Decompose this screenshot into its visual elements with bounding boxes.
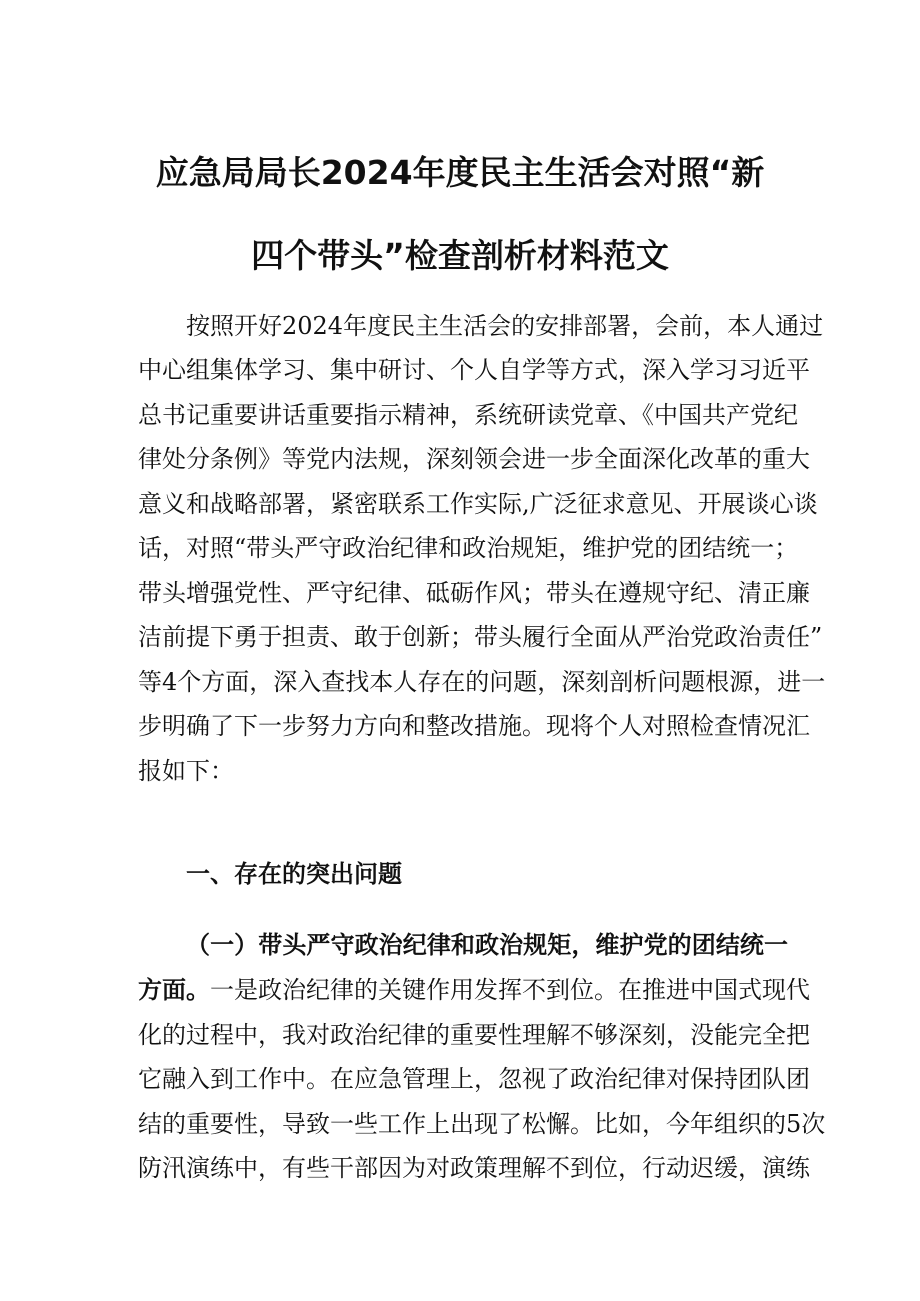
document-title-line-2: 四个带头”检查剖析材料范文 — [251, 236, 669, 275]
intro-line: 中心组集体学习、集中研讨、个人自学等方式，深入学习习近平 — [138, 356, 810, 384]
intro-line: 话，对照“带头严守政治纪律和政治规矩，维护党的团结统一； — [138, 534, 799, 562]
subsection-heading-tail: 方面。 — [138, 975, 210, 1004]
subsection-heading: （一）带头严守政治纪律和政治规矩，维护党的团结统一 — [186, 930, 788, 959]
subsection-line: 结的重要性，导致一些工作上出现了松懈。比如，今年组织的5次 — [138, 1110, 826, 1138]
intro-line: 律处分条例》等党内法规，深刻领会进一步全面深化改革的重大 — [138, 445, 810, 473]
subsection-line: 防汛演练中，有些干部因为对政策理解不到位，行动迟缓，演练 — [138, 1154, 810, 1182]
intro-line: 带头增强党性、严守纪律、砥砺作风；带头在遵规守纪、清正廉 — [138, 579, 810, 607]
intro-line: 按照开好2024年度民主生活会的安排部署，会前，本人通过 — [186, 312, 824, 340]
subsection-line — [138, 975, 810, 1005]
intro-line: 意义和战略部署，紧密联系工作实际,广泛征求意见、开展谈心谈 — [138, 490, 818, 518]
intro-line: 报如下： — [138, 757, 234, 785]
subsection-line: 它融入到工作中。在应急管理上，忽视了政治纪律对保持团队团 — [138, 1065, 810, 1093]
subsection-line: 化的过程中，我对政治纪律的重要性理解不够深刻，没能完全把 — [138, 1021, 810, 1049]
document-title-line-1: 应急局局长2024年度民主生活会对照“新 — [155, 153, 765, 192]
subsection-line-text: 一是政治纪律的关键作用发挥不到位。在推进中国式现代 — [210, 976, 810, 1004]
intro-line: 等4个方面，深入查找本人存在的问题，深刻剖析问题根源，进一 — [138, 668, 826, 696]
section-heading: 一、存在的突出问题 — [186, 859, 402, 888]
intro-line: 步明确了下一步努力方向和整改措施。现将个人对照检查情况汇 — [138, 712, 810, 740]
intro-line: 总书记重要讲话重要指示精神，系统研读党章、《中国共产党纪 — [138, 401, 798, 429]
intro-line: 洁前提下勇于担责、敢于创新；带头履行全面从严治党政治责任” — [138, 623, 823, 651]
